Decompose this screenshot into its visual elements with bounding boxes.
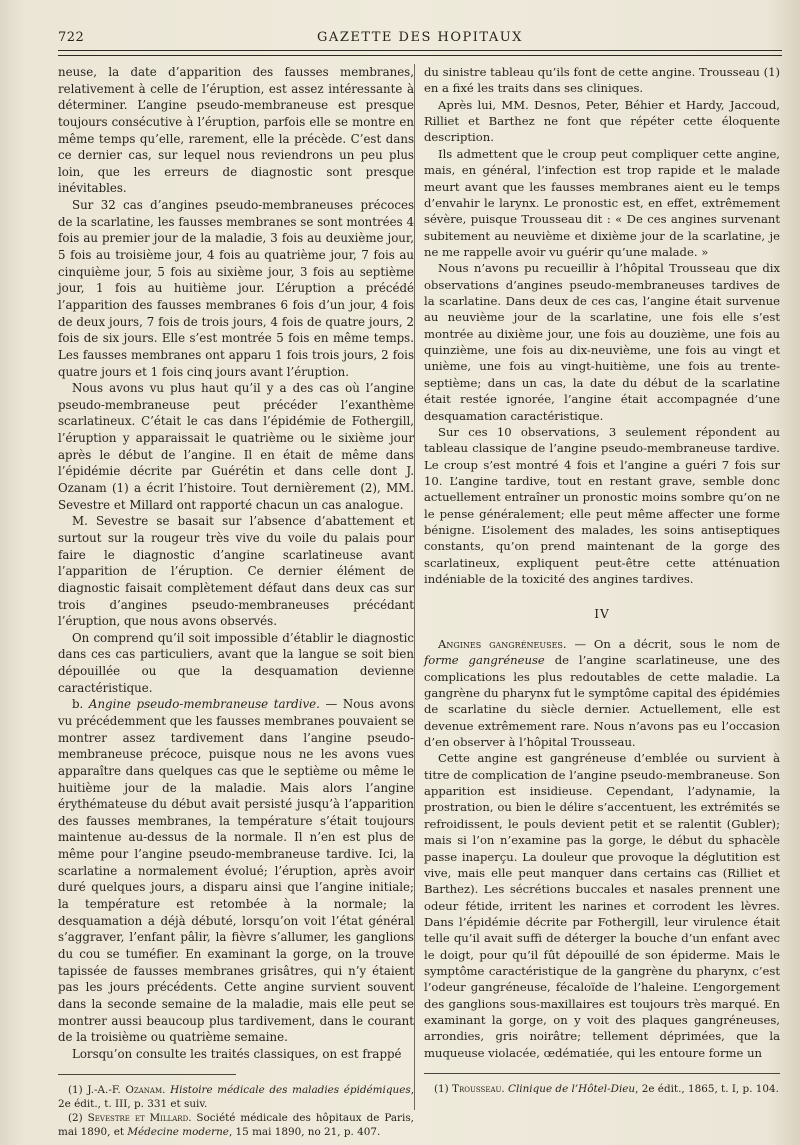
left-paragraph-6 (58, 696, 414, 1045)
running-title: GAZETTE DES HOPITAUX (317, 30, 523, 45)
footnote-left-2: (2) Sevestre et Millard. Société médicale des hôpitaux de Paris, mai 1890, et Médecine moderne, 15 mai 1890, no 21, p. 407. (58, 1112, 414, 1139)
left-paragraph-1: neuse, la date d’apparition des fausses membranes, relativement à celle de l’éruption, est assez intéressante à déterminer. L’angine pseudo-membraneuse est presque toujours consécutive à l’éruption, parfois elle se montre en même temps qu’elle, rarement, elle la précède. C’est dans ce dernier cas, sur lequel nous reviendrons un peu plus loin, que les erreurs de diagnostic sont presque inévitables. (58, 65, 414, 196)
right-paragraph-3: Ils admettent que le croup peut compliquer cette angine, mais, en général, l’infection est trop rapide et le malade meurt avant que les fausses membranes aient eu le temps d’envahir le larynx. Le pronostic est, en effet, extrêmement sévère, puisque Trousseau dit : « De ces angines survenant subitement au neuvième et dixième jour de la scarlatine, je ne me rappelle avoir vu guérir qu’une malade. » (424, 146, 780, 259)
footnote-rule-right (424, 1073, 780, 1074)
footnote-rule-left (58, 1074, 236, 1075)
subsection-title: Angine pseudo-membraneuse tardive. (88, 697, 320, 712)
left-paragraph-6-body: — Nous avons vu précédemment que les fausses membranes pouvaient se montrer assez tardivement dans l’angine pseudo-membraneuse précoce, puisque nous ne les avons vues apparaître dans quelques cas que le septième ou même le huitième jour de la maladie. Mais alors l’angine érythémateuse du début avait persisté jusqu’à l’apparition des fausses membranes, la température s’était toujours maintenue au-dessus de la normale. Il n’en est plus de même pour l’angine pseudo-membraneuse tardive. Ici, la scarlatine a normalement évolué; l’éruption, après avoir duré quelques jours, a disparu ainsi que l’angine initiale; la température est retombée à la normale; la desquamation a déjà débuté, lorsqu’on voit l’état général s’aggraver, l’enfant pâlir, la fièvre s’allumer, les ganglions du cou se tuméfier. En examinant la gorge, on la trouve tapissée de fausses membranes grisâtres, qui n’y étaient pas les jours précédents. Cette angine survient souvent dans la seconde semaine de la maladie, mais elle peut se montrer aussi beaucoup plus tardivement, dans le courant de la troisième ou quatrième semaine. (58, 697, 415, 1045)
left-paragraph-2: Sur 32 cas d’angines pseudo-membraneuses précoces de la scarlatine, les fausses membranes se sont montrées 4 fois au premier jour de la maladie, 3 fois au deuxième jour, 5 fois au troisième jour, 4 fois au quatrième jour, 7 fois au cinquième jour, 5 fois au sixième jour, 3 fois au septième jour, 1 fois au huitième jour. L’éruption a précédé l’apparition des fausses membranes 6 fois d’un jour, 4 fois de deux jours, 7 fois de trois jours, 4 fois de quatre jours, 2 fois de six jours. Elle s’est montrée 5 fois en même temps. Les fausses membranes ont apparu 1 fois trois jours, 2 fois quatre jours et 1 fois cinq jours avant l’éruption. (58, 198, 414, 379)
section-heading: Angines gangréneuses. (438, 636, 567, 651)
footnote-left-1: (1) J.-A.-F. Ozanam. Histoire médicale des maladies épidémiques, 2e édit., t. III, p. 331 et suiv. (58, 1084, 415, 1111)
left-paragraph-4: M. Sevestre se basait sur l’absence d’abattement et surtout sur la rougeur très vive du voile du palais pour faire le diagnostic d’angine scarlatineuse avant l’apparition de l’éruption. Ce dernier élément de diagnostic faisait complètement défaut dans deux cas sur trois d’angines pseudo-membraneuses précédant l’éruption, que nous avons observés. (58, 514, 414, 629)
section-number: IV (594, 606, 610, 621)
footnote-right-1: (1) Trousseau. Clinique de l’Hôtel-Dieu, 2e édit., 1865, t. I, p. 104. (434, 1083, 779, 1096)
right-column (424, 64, 780, 1096)
right-paragraph-6: Angines gangréneuses. — On a décrit, sous le nom de forme gangréneuse de l’angine scarlatineuse, une des complications les plus redoutables de cette maladie. La gangrène du pharynx fut le symptôme capital des épidémies de scarlatine du siècle dernier. Actuellement, elle est devenue extrêmement rare. Nous n’avons pas eu l’occasion d’en observer à l’hôpital Trousseau. (424, 636, 780, 750)
left-column (58, 64, 414, 1139)
term-italic: forme gangréneuse (424, 653, 545, 668)
column-divider (414, 64, 415, 1110)
left-paragraph-5: On comprend qu’il soit impossible d’établir le diagnostic dans ces cas particuliers, avant que la langue se soit bien dépouillée ou que la desquamation devienne caractéristique. (58, 630, 414, 695)
right-paragraph-2: Après lui, MM. Desnos, Peter, Béhier et Hardy, Jaccoud, Rilliet et Barthez ne font que répéter cette éloquente description. (424, 97, 780, 145)
left-paragraph-3: Nous avons vu plus haut qu’il y a des cas où l’angine pseudo-membraneuse peut précéder l’exanthème scarlatineux. C’était le cas dans l’épidémie de Fothergill, l’éruption y apparaissait le quatrième ou le sixième jour après le début de l’angine. Il en était de même dans l’épidémie décrite par Guérétin et dans celle dont J. Ozanam (1) a écrit l’histoire. Tout dernièrement (2), MM. Sevestre et Millard ont rapporté chacun un cas analogue. (58, 381, 414, 512)
page-header (58, 30, 782, 48)
right-paragraph-4: Nous n’avons pu recueillir à l’hôpital Trousseau que dix observations d’angines pseudo-membraneuses tardives de la scarlatine. Dans deux de ces cas, l’angine était survenue au neuvième jour de la scarlatine, une fois elle s’est montrée au dixième jour, une fois au douzième, une fois au quinzième, une fois au dix-neuvième, une fois au vingt et unième, une fois au vingt-huitième, une fois au trente-septième; dans un cas, la date du début de la scarlatine était restée ignorée, l’angine était accompagnée d’une desquamation caractéristique. (424, 261, 780, 423)
header-rule-thick (58, 50, 782, 51)
left-paragraph-7: Lorsqu’on consulte les traités classiques, on est frappé (72, 1046, 402, 1061)
right-paragraph-5: Sur ces 10 observations, 3 seulement répondent au tableau classique de l’angine pseudo-membraneuse tardive. Le croup s’est montré 4 fois et l’angine a guéri 7 fois sur 10. L’angine tardive, tout en restant grave, semble donc actuellement entraîner un pronostic moins sombre qu’on ne le pense généralement; elle peut même affecter une forme bénigne. L’isolement des malades, les soins antiseptiques constants, qu’on prend maintenant de la gorge des scarlatineux, expliquent peut-être cette atténuation indéniable de la toxicité des angines tardives. (424, 424, 780, 587)
page-number: 722 (58, 30, 85, 45)
subsection-letter: b. (72, 697, 84, 712)
header-rule-thin (58, 55, 782, 56)
right-paragraph-7: Cette angine est gangréneuse d’emblée ou survient à titre de complication de l’angine pseudo-membraneuse. Son apparition est insidieuse. Cependant, l’adynamie, la prostration, ou bien le délire s’accentuent, les extrémités se refroidissent, le pouls devient petit et se ralentit (Gubler); mais si l’on n’examine pas la gorge, le début du sphacèle passe inaperçu. La douleur que provoque la déglutition est vive, mais elle peut manquer dans certains cas (Rilliet et Barthez). Les sécrétions buccales et nasales prennent une odeur fétide, irritent les narines et corrodent les lèvres. Dans l’épidémie décrite par Fothergill, leur virulence était telle qu’il avait suffi de déterger la bouche d’un enfant avec le doigt, pour qu’il fût dépouillé de son épiderme. Mais le symptôme caractéristique de la gangrène du pharynx, c’est l’odeur gangréneuse, fécaloïde de l’haleine. L’engorgement des ganglions sous-maxillaires est toujours très marqué. En examinant la gorge, on y voit des plaques gangréneuses, arrondies, gris noirâtre; tellement déprimées, que la muqueuse violacée, œdématiée, qui les entoure forme un (424, 751, 780, 1060)
right-paragraph-1: du sinistre tableau qu’ils font de cette angine. Trousseau (1) en a fixé les traits dans ses cliniques. (424, 65, 780, 96)
